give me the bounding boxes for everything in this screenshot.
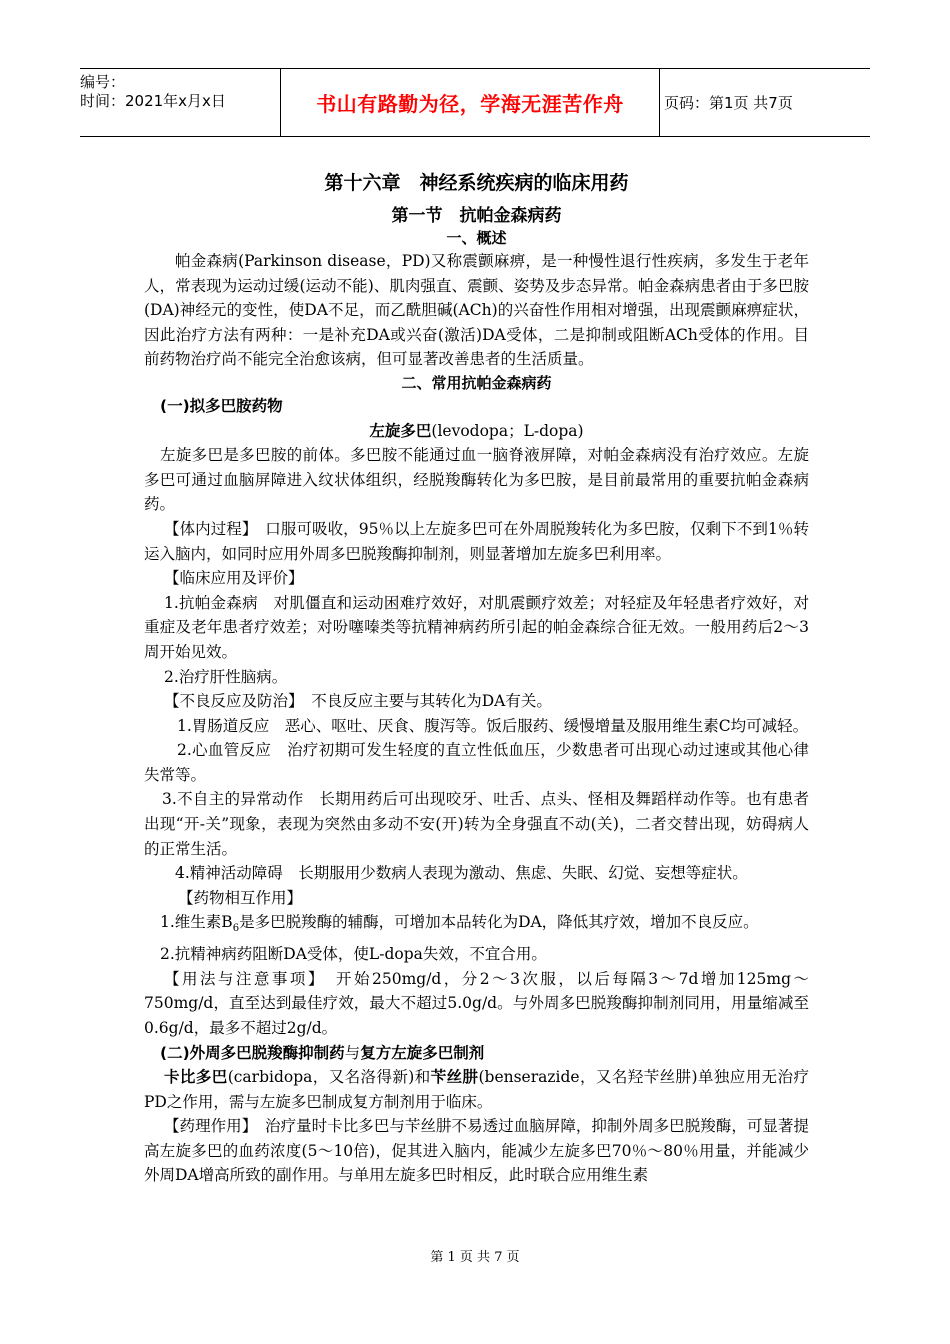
intro-paragraph: 左旋多巴是多巴胺的前体。多巴胺不能通过血一脑脊液屏障，对帕金森病没有治疗效应。左旋多巴可通过血脑屏障进入纹状体组织，经脱羧酶转化为多巴胺，是目前最常用的重要抗帕金森病药。	[144, 446, 809, 514]
chapter-title: 第十六章 神经系统疾病的临床用药	[324, 172, 629, 194]
carbidopa-rest: (benserazide，又名羟苄丝肼)单独应用无治疗PD之作用，需与左旋多巴制成复方制剂用于临床。	[144, 1068, 809, 1111]
usage-paragraph: 【用法与注意事项】 开始250mg/d，分2～3次服，以后每隔3～7d增加125mg～750mg/d，直至达到最佳疗效，最大不超过5.0g/d。与外周多巴脱羧酶抑制剂同用，用量缩减至0.6g/d，最多不超过2g/d。	[144, 969, 809, 1037]
subsection-heading-1: (一)拟多巴胺药物	[160, 396, 283, 415]
interaction-item-1-b: 是多巴脱羧酶的辅酶，可增加本品转化为DA，降低其疗效，增加不良反应。	[239, 913, 759, 932]
interaction-item-2: 2.抗精神病药阻断DA受体，使L-dopa失效，不宜合用。	[160, 945, 547, 964]
drug-title-bold: 左旋多巴	[369, 421, 432, 440]
header-motto-cell	[280, 69, 660, 136]
footer-page-number: 第 1 页 共 7 页	[430, 1250, 520, 1265]
vitamin-subscript: 6	[232, 923, 240, 935]
carbidopa-name: 卡比多巴	[164, 1068, 228, 1087]
clinical-item-1: 1.抗帕金森病 对肌僵直和运动困难疗效好，对肌震颤疗效差；对轻症及年轻患者疗效好，对重症及老年患者疗效差；对吩噻嗪类等抗精神病药所引起的帕金森综合征无效。一般用药后2～3周开始见效。	[144, 593, 809, 661]
drug-title	[144, 419, 809, 444]
subsection-2-part-a: (二)外周多巴脱羧酶抑制药	[160, 1043, 345, 1062]
subsection-heading-2	[144, 1041, 809, 1066]
clinical-item-2: 2.治疗肝性脑病。	[164, 667, 288, 686]
interaction-item-1-a: 1.维生素B	[160, 913, 233, 932]
page-info-text: 页码：第1页 共7页	[664, 94, 793, 112]
date-line: 时间：2021年x月x日	[80, 92, 226, 110]
overview-heading: 一、概述	[446, 229, 507, 247]
header-meta	[80, 69, 280, 140]
header-page-info	[664, 69, 870, 136]
adverse-item-1: 1.胃肠道反应 恶心、呕吐、厌食、腹泻等。饭后服药、缓慢增量及服用维生素C均可减轻。	[177, 716, 809, 735]
carbidopa-mid: (carbidopa，又名洛得新)和	[227, 1068, 431, 1087]
pharmacokinetics-paragraph: 【体内过程】 口服可吸收，95％以上左旋多巴可在外周脱羧转化为多巴胺，仅剩下不到1％转运入脑内，如同时应用外周多巴脱羧酶抑制剂，则显著增加左旋多巴利用率。	[144, 519, 809, 563]
benserazide-name: 苄丝肼	[430, 1068, 479, 1087]
adverse-item-2: 2.心血管反应 治疗初期可发生轻度的直立性低血压，少数患者可出现心动过速或其他心律失常等。	[144, 741, 809, 784]
subsection-2-part-b: 与	[344, 1043, 361, 1062]
common-drugs-heading: 二、常用抗帕金森病药	[401, 373, 552, 392]
number-label: 编号：	[80, 73, 126, 91]
subsection-2-part-c: 复方左旋多巴制剂	[360, 1043, 485, 1062]
drug-title-rest: (levodopa；L-dopa)	[431, 421, 584, 440]
document-body	[144, 170, 809, 1188]
motto-text: 书山有路勤为径，学海无涯苦作舟	[316, 92, 624, 116]
page-header	[80, 68, 870, 137]
interaction-item-1	[144, 910, 809, 942]
page-footer	[0, 1246, 950, 1265]
pharmacology-paragraph: 【药理作用】 治疗量时卡比多巴与苄丝肼不易透过血脑屏障，抑制外周多巴脱羧酶，可显著提高左旋多巴的血药浓度(5～10倍)，促其进入脑内，能减少左旋多巴70％～80％用量，并能减少外周DA增高所致的副作用。与单用左旋多巴时相反，此时联合应用维生素	[144, 1117, 809, 1185]
interaction-heading: 【药物相互作用】	[178, 888, 303, 907]
overview-paragraph: 帕金森病(Parkinson disease，PD)又称震颤麻痹，是一种慢性退行性疾病，多发生于老年人，常表现为运动过缓(运动不能)、肌肉强直、震颤、姿势及步态异常。帕金森病患者由于多巴胺(DA)神经元的变性，使DA不足，而乙酰胆碱(ACh)的兴奋性作用相对增强，出现震颤麻痹症状，因此治疗方法有两种：一是补充DA或兴奋(激活)DA受体，二是抑制或阻断ACh受体的作用。目前药物治疗尚不能完全治愈该病，但可显著改善患者的生活质量。	[144, 252, 809, 369]
adverse-heading: 【不良反应及防治】 不良反应主要与其转化为DA有关。	[164, 692, 552, 711]
carbidopa-paragraph	[144, 1065, 809, 1114]
clinical-heading: 【临床应用及评价】	[164, 569, 304, 588]
adverse-item-4: 4.精神活动障碍 长期服用少数病人表现为激动、焦虑、失眠、幻觉、妄想等症状。	[175, 864, 748, 883]
section-title: 第一节 抗帕金森病药	[391, 206, 562, 226]
adverse-item-3: 3.不自主的异常动作 长期用药后可出现咬牙、吐舌、点头、怪相及舞蹈样动作等。也有患者出现“开-关”现象，表现为突然由多动不安(开)转为全身强直不动(关)，二者交替出现，妨碍病人的正常生活。	[144, 790, 809, 858]
